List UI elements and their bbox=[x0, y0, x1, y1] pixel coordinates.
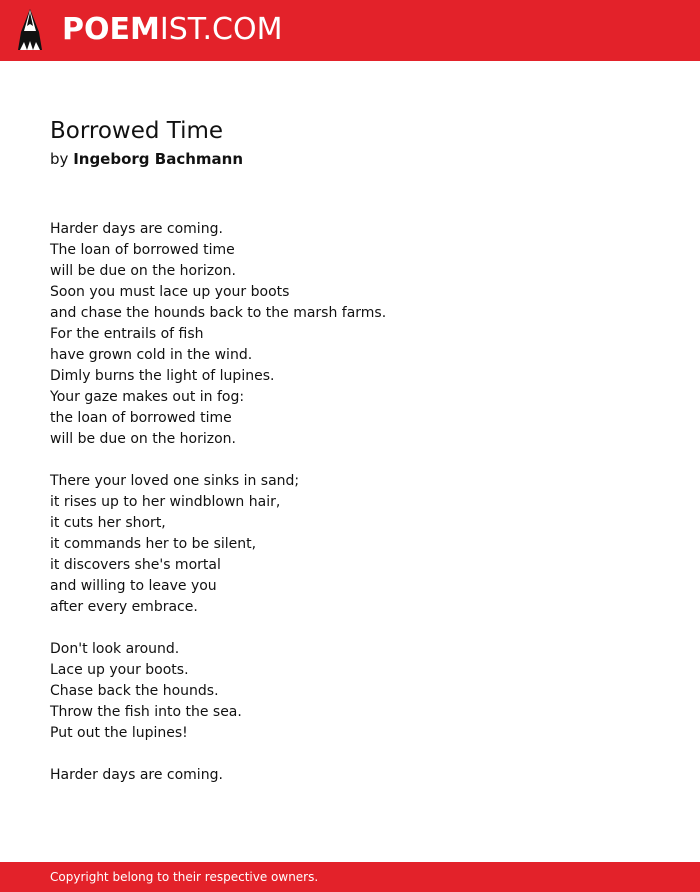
site-logo[interactable] bbox=[16, 8, 282, 52]
pen-nib-icon bbox=[16, 8, 44, 52]
poem-line: Your gaze makes out in fog: bbox=[50, 389, 245, 405]
poem-author: Ingeborg Bachmann bbox=[73, 150, 243, 168]
poem-title: Borrowed Time bbox=[50, 118, 224, 144]
poem-line: will be due on the horizon. bbox=[50, 263, 236, 279]
poem-line: will be due on the horizon. bbox=[50, 431, 236, 447]
poem-line: Soon you must lace up your boots bbox=[50, 284, 290, 300]
site-name-bold[interactable]: POEM bbox=[62, 12, 160, 47]
poem-line: Harder days are coming. bbox=[50, 767, 223, 783]
poem-line: Put out the lupines! bbox=[50, 725, 188, 741]
poem-line: There your loved one sinks in sand; bbox=[50, 473, 300, 489]
poem-line: after every embrace. bbox=[50, 599, 198, 615]
poem-line: Harder days are coming. bbox=[50, 221, 223, 237]
stanza-1 bbox=[50, 219, 670, 450]
poem-line: it cuts her short, bbox=[50, 515, 166, 531]
poem-line: Chase back the hounds. bbox=[50, 683, 219, 699]
poem-byline bbox=[50, 148, 243, 170]
site-header bbox=[0, 0, 700, 61]
poem-line: Dimly burns the light of lupines. bbox=[50, 368, 275, 384]
poem-line: For the entrails of fish bbox=[50, 326, 204, 342]
poem-line: Lace up your boots. bbox=[50, 662, 189, 678]
site-footer bbox=[0, 862, 700, 892]
poem-line: and chase the hounds back to the marsh farms. bbox=[50, 305, 387, 321]
stanza-3 bbox=[50, 639, 670, 744]
poem-line: it rises up to her windblown hair, bbox=[50, 494, 281, 510]
poem-line: Don't look around. bbox=[50, 641, 180, 657]
poem-line: Throw the fish into the sea. bbox=[50, 704, 242, 720]
stanza-2 bbox=[50, 471, 670, 618]
poem-line: The loan of borrowed time bbox=[50, 242, 235, 258]
poem-body bbox=[50, 219, 670, 807]
stanza-4 bbox=[50, 765, 670, 786]
site-name[interactable] bbox=[62, 8, 282, 52]
copyright-text: Copyright belong to their respective owners. bbox=[50, 870, 319, 884]
poem-line: it commands her to be silent, bbox=[50, 536, 257, 552]
poem-line: it discovers she's mortal bbox=[50, 557, 221, 573]
poem-line: and willing to leave you bbox=[50, 578, 217, 594]
byline-prefix: by bbox=[50, 150, 69, 168]
site-name-light[interactable]: IST.COM bbox=[159, 12, 283, 47]
poem-line: have grown cold in the wind. bbox=[50, 347, 253, 363]
poem-line: the loan of borrowed time bbox=[50, 410, 232, 426]
